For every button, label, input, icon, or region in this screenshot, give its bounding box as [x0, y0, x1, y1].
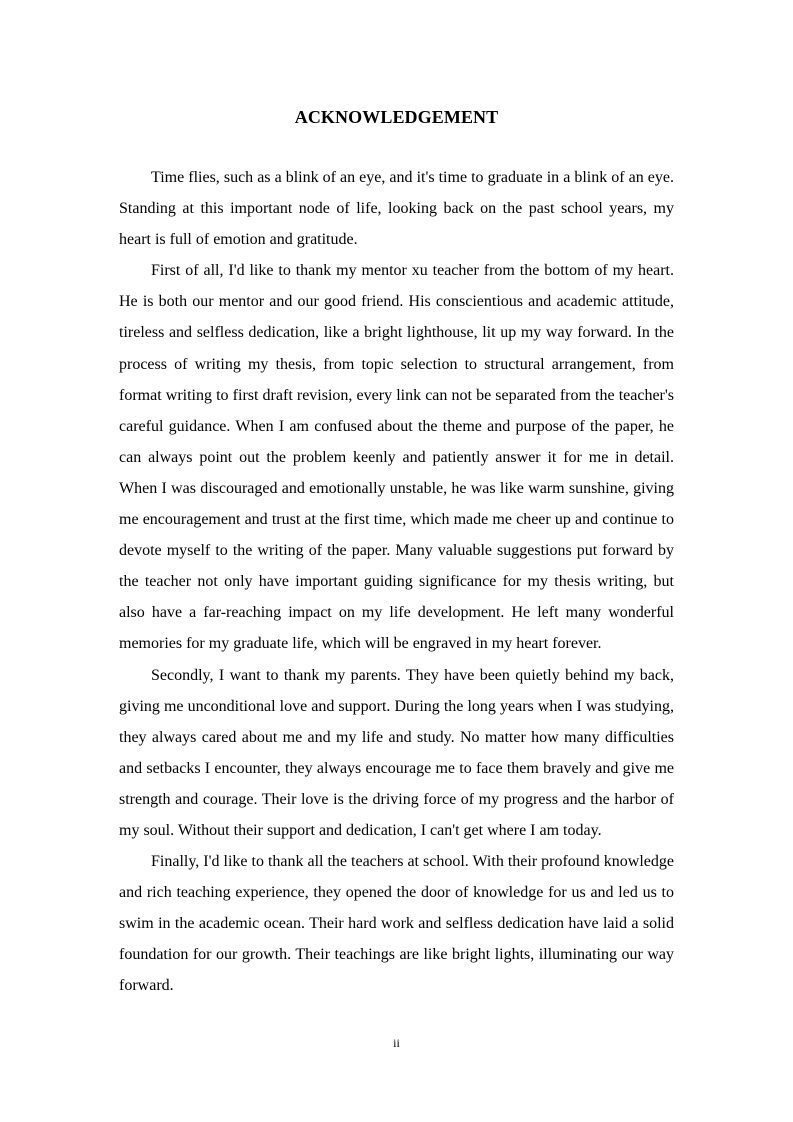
paragraph-intro: Time flies, such as a blink of an eye, and it's time to graduate in a blink of an eye. Standing at this important node of life, looking back on the past school years, my heart is full of emotion and gratitude. [119, 169, 674, 249]
paragraph-teachers: Finally, I'd like to thank all the teachers at school. With their profound knowledge and rich teaching experience, they opened the door of knowledge for us and led us to swim in the academic ocean. Their hard work and selfless dedication have laid a solid foundation for our growth. Their teachings are like bright lights, illuminating our way forward. [119, 853, 674, 995]
body-text [119, 162, 674, 1002]
page-title: ACKNOWLEDGEMENT [294, 107, 499, 127]
page-number: ii [393, 1036, 400, 1050]
paragraph-parents: Secondly, I want to thank my parents. They have been quietly behind my back, giving me unconditional love and support. During the long years when I was studying, they always cared about me and my life and study. No matter how many difficulties and setbacks I encounter, they always encourage me to face them bravely and give me strength and courage. Their love is the driving force of my progress and the harbor of my soul. Without their support and dedication, I can't get where I am today. [119, 666, 674, 839]
paragraph-mentor: First of all, I'd like to thank my mentor xu teacher from the bottom of my heart. He is both our mentor and our good friend. His conscientious and academic attitude, tireless and selfless dedication, like a bright lighthouse, lit up my way forward. In the process of writing my thesis, from topic selection to structural arrangement, from format writing to first draft revision, every link can not be separated from the teacher's careful guidance. When I am confused about the theme and purpose of the paper, he can always point out the problem keenly and patiently answer it for me in detail. When I was discouraged and emotionally unstable, he was like warm sunshine, giving me encouragement and trust at the first time, which made me cheer up and continue to devote myself to the writing of the paper. Many valuable suggestions put forward by the teacher not only have important guiding significance for my thesis writing, but also have a far-reaching impact on my life development. He left many wonderful memories for my graduate life, which will be engraved in my heart forever. [119, 262, 674, 653]
